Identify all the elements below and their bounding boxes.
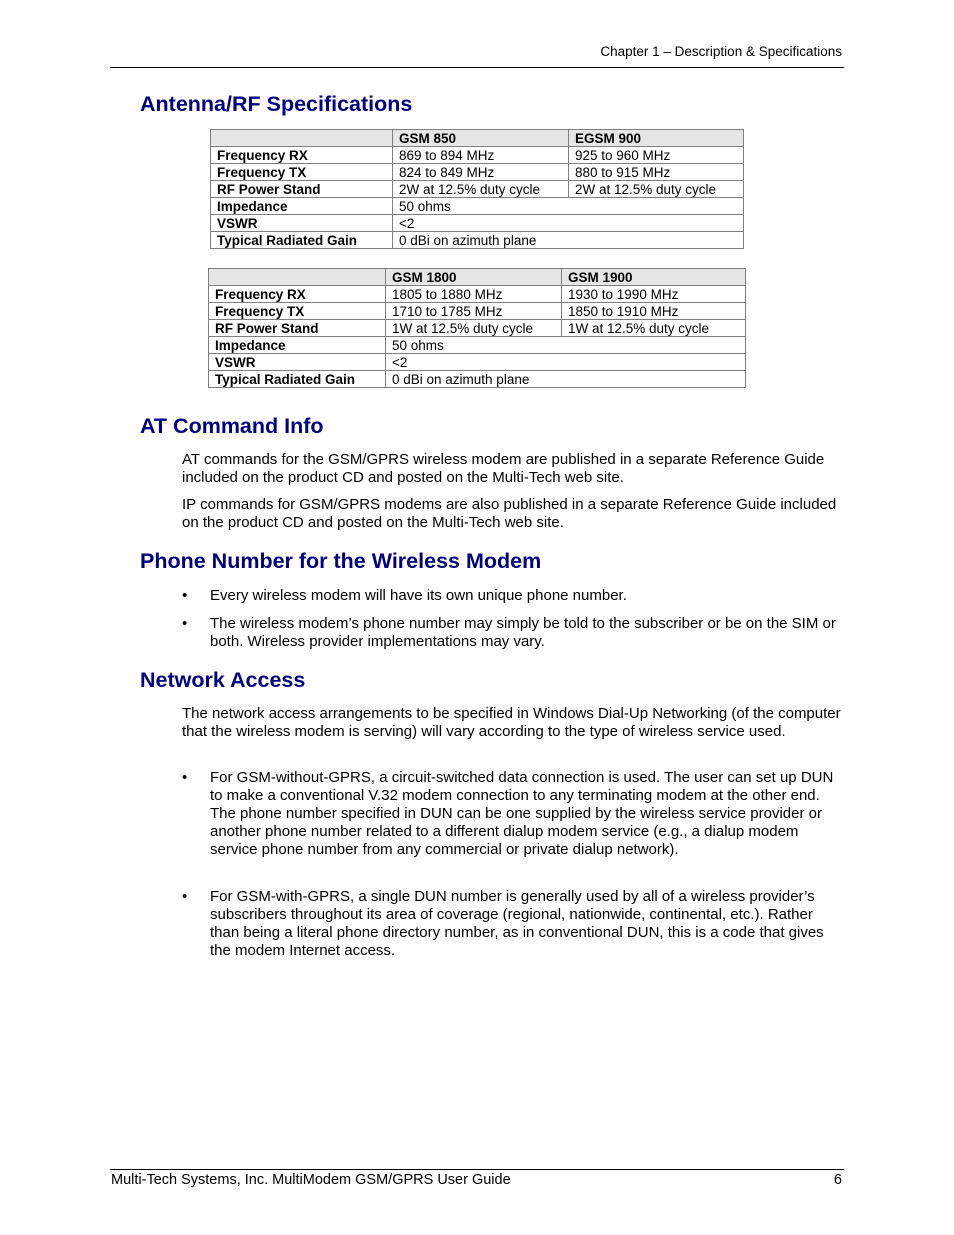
row-label: Frequency RX	[211, 147, 393, 164]
bullet-icon: •	[182, 769, 188, 786]
list-item	[182, 769, 842, 859]
table-header-cell: GSM 850	[393, 130, 569, 147]
table-cell: <2	[393, 215, 744, 232]
spec-table-gsm1800-gsm1900	[208, 268, 746, 388]
table-cell: 1930 to 1990 MHz	[562, 286, 746, 303]
table-cell: 1850 to 1910 MHz	[562, 303, 746, 320]
paragraph: AT commands for the GSM/GPRS wireless modem are published in a separate Reference Guide included on the product CD and posted on the Multi-Tech web site.	[182, 451, 825, 486]
footer-title: Multi-Tech Systems, Inc. MultiModem GSM/GPRS User Guide	[111, 1172, 511, 1188]
table-cell: 1710 to 1785 MHz	[386, 303, 562, 320]
table-cell: 2W at 12.5% duty cycle	[569, 181, 744, 198]
section-title-antenna: Antenna/RF Specifications	[140, 92, 413, 116]
table-cell: 824 to 849 MHz	[393, 164, 569, 181]
table-row	[211, 164, 744, 181]
table-cell: 880 to 915 MHz	[569, 164, 744, 181]
table-header-row	[209, 269, 746, 286]
footer-divider	[110, 1169, 844, 1170]
table-row	[211, 181, 744, 198]
table-cell: 50 ohms	[386, 337, 746, 354]
row-label: RF Power Stand	[209, 320, 386, 337]
paragraph: IP commands for GSM/GPRS modems are also published in a separate Reference Guide included on the product CD and posted on the Multi-Tech web site.	[182, 496, 837, 531]
table-cell: <2	[386, 354, 746, 371]
list-item	[182, 587, 842, 605]
table-header-cell: GSM 1800	[386, 269, 562, 286]
list-item	[182, 888, 842, 960]
table-row	[211, 232, 744, 249]
table-cell: 869 to 894 MHz	[393, 147, 569, 164]
section-title-network-access: Network Access	[140, 668, 306, 692]
table-row	[209, 320, 746, 337]
table-header-cell: EGSM 900	[569, 130, 744, 147]
spec-table-gsm850-egsm900	[210, 129, 744, 249]
table-cell: 1W at 12.5% duty cycle	[562, 320, 746, 337]
section-title-phone-number: Phone Number for the Wireless Modem	[140, 549, 542, 573]
table-cell: 925 to 960 MHz	[569, 147, 744, 164]
row-label: Frequency TX	[209, 303, 386, 320]
row-label: RF Power Stand	[211, 181, 393, 198]
page-header-chapter: Chapter 1 – Description & Specifications	[600, 44, 842, 59]
section-title-at-command: AT Command Info	[140, 414, 324, 438]
paragraph: The network access arrangements to be specified in Windows Dial-Up Networking (of the computer that the wireless modem is serving) will vary according to the type of wireless service used.	[182, 705, 841, 740]
header-divider	[110, 67, 844, 68]
table-cell: 50 ohms	[393, 198, 744, 215]
table-row	[211, 215, 744, 232]
table-cell: 2W at 12.5% duty cycle	[393, 181, 569, 198]
table-row	[209, 303, 746, 320]
row-label: Impedance	[211, 198, 393, 215]
table-row	[209, 337, 746, 354]
table-cell: 0 dBi on azimuth plane	[393, 232, 744, 249]
row-label: Typical Radiated Gain	[209, 371, 386, 388]
row-label: Typical Radiated Gain	[211, 232, 393, 249]
table-cell: 1W at 12.5% duty cycle	[386, 320, 562, 337]
table-cell: 1805 to 1880 MHz	[386, 286, 562, 303]
list-item-text: The wireless modem’s phone number may simply be told to the subscriber or be on the SIM or both. Wireless provider implementations may vary.	[210, 615, 836, 650]
table-row	[211, 147, 744, 164]
table-row	[211, 198, 744, 215]
table-row	[209, 354, 746, 371]
table-row	[209, 371, 746, 388]
table-header-cell	[209, 269, 386, 286]
table-header-cell	[211, 130, 393, 147]
list-item-text: Every wireless modem will have its own unique phone number.	[210, 587, 627, 604]
row-label: VSWR	[209, 354, 386, 371]
list-item-text: For GSM-without-GPRS, a circuit-switched data connection is used. The user can set up DUN to make a conventional V.32 modem connection to any terminating modem at the other end. The phone number specified in DUN can be one supplied by the wireless service provider or another phone number related to a different dialup modem service (e.g., a dialup modem service phone number from any commercial or private dialup network).	[210, 769, 834, 858]
table-cell: 0 dBi on azimuth plane	[386, 371, 746, 388]
bullet-icon: •	[182, 888, 188, 905]
table-row	[209, 286, 746, 303]
bullet-icon: •	[182, 615, 188, 632]
list-item-text: For GSM-with-GPRS, a single DUN number is generally used by all of a wireless provider’s subscribers throughout its area of coverage (regional, nationwide, continental, etc.). Rather than being a literal phone directory number, as in conventional DUN, this is a code that gives the modem Internet access.	[210, 888, 824, 959]
row-label: Frequency TX	[211, 164, 393, 181]
table-header-cell: GSM 1900	[562, 269, 746, 286]
page-number: 6	[833, 1172, 842, 1188]
bullet-icon: •	[182, 587, 188, 604]
row-label: Frequency RX	[209, 286, 386, 303]
row-label: Impedance	[209, 337, 386, 354]
row-label: VSWR	[211, 215, 393, 232]
list-item	[182, 615, 842, 651]
table-header-row	[211, 130, 744, 147]
